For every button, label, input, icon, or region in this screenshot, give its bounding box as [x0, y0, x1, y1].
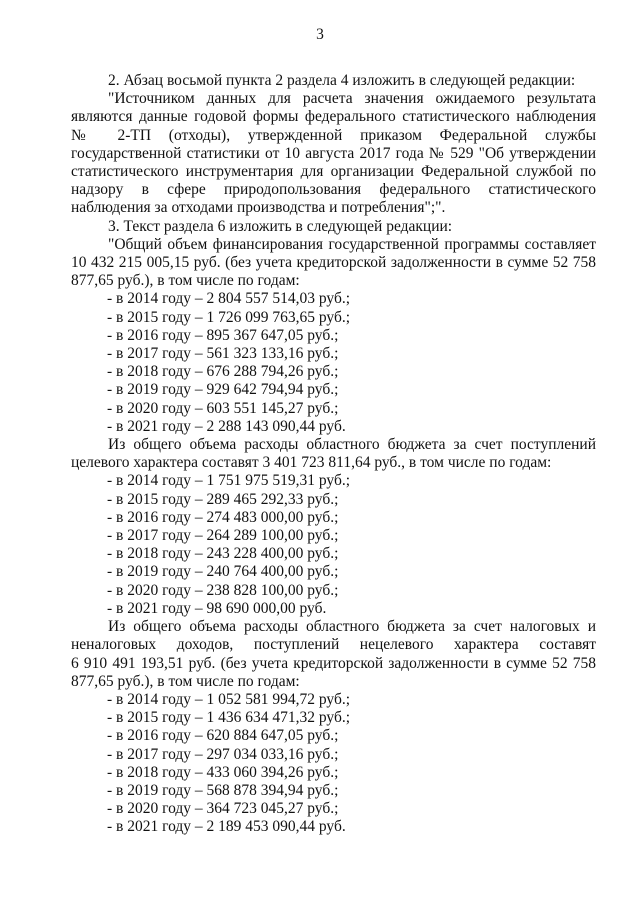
- list-item: - в 2019 году – 929 642 794,94 руб.;: [107, 381, 339, 399]
- list-item: - в 2019 году – 240 764 400,00 руб.;: [107, 563, 339, 581]
- list-item: - в 2020 году – 603 551 145,27 руб.;: [107, 399, 339, 417]
- list-item: - в 2016 году – 895 367 647,05 руб.;: [107, 326, 339, 344]
- tax-by-year-list: [71, 691, 596, 837]
- total-by-year-list: [71, 290, 596, 436]
- page-number: 3: [316, 26, 324, 43]
- item-3-heading: 3. Текст раздела 6 изложить в следующей редакции:: [108, 217, 453, 235]
- list-item: - в 2021 году – 2 189 453 090,44 руб.: [107, 818, 346, 836]
- total-financing-intro: "Общий объем финансирования государственной программы составляет 10 432 215 005,15 руб. (без учета кредиторской задолженности в сумме 52 758 877,65 руб.), в том числе по годам:: [71, 235, 596, 290]
- list-item: - в 2018 году – 676 288 794,26 руб.;: [107, 363, 339, 381]
- list-item: - в 2018 году – 243 228 400,00 руб.;: [107, 545, 339, 563]
- list-item: - в 2016 году – 274 483 000,00 руб.;: [107, 508, 339, 526]
- list-item: - в 2014 году – 2 804 557 514,03 руб.;: [107, 290, 351, 308]
- list-item: - в 2018 году – 433 060 394,26 руб.;: [107, 763, 339, 781]
- list-item: - в 2017 году – 297 034 033,16 руб.;: [107, 745, 339, 763]
- list-item: - в 2015 году – 1 436 634 471,32 руб.;: [107, 709, 351, 727]
- list-item: - в 2020 году – 238 828 100,00 руб.;: [107, 581, 339, 599]
- list-item: - в 2019 году – 568 878 394,94 руб.;: [107, 781, 339, 799]
- list-item: - в 2014 году – 1 052 581 994,72 руб.;: [107, 690, 351, 708]
- list-item: - в 2015 году – 289 465 292,33 руб.;: [107, 490, 339, 508]
- item-2-heading: 2. Абзац восьмой пункта 2 раздела 4 изложить в следующей редакции:: [108, 72, 576, 89]
- list-item: - в 2017 году – 264 289 100,00 руб.;: [107, 527, 339, 545]
- tax-funds-intro-line-3: 6 910 491 193,51 руб. (без учета кредиторской задолженности в сумме 52 758 877,65 руб.), в том числе по годам:: [71, 654, 596, 690]
- targeted-by-year-list: [71, 472, 596, 618]
- list-item: - в 2015 году – 1 726 099 763,65 руб.;: [107, 308, 351, 326]
- targeted-funds-intro: Из общего объема расходы областного бюджета за счет поступлений целевого характера составят 3 401 723 811,64 руб., в том числе по годам:: [71, 436, 596, 472]
- tax-funds-intro-line-2: неналоговых доходов, поступлений нецелевого характера составят: [71, 636, 596, 654]
- tax-funds-intro-line-1: Из общего объема расходы областного бюджета за счет налоговых и: [108, 618, 596, 636]
- item-2-quote: "Источником данных для расчета значения ожидаемого результата являются данные годовой формы федерального статистического наблюдения № 2-ТП (отходы), утвержденной приказом Федеральной службы государственной статистики от 10 августа 2017 года № 529 "Об утверждении статистического инструментария для организации Федеральной службой по надзору в сфере природопользования федерального статистического наблюдения за отходами производства и потребления";".: [71, 90, 596, 217]
- list-item: - в 2021 году – 2 288 143 090,44 руб.: [107, 417, 346, 435]
- list-item: - в 2016 году – 620 884 647,05 руб.;: [107, 727, 339, 745]
- list-item: - в 2014 году – 1 751 975 519,31 руб.;: [107, 472, 351, 490]
- document-body: [71, 72, 596, 837]
- list-item: - в 2021 году – 98 690 000,00 руб.: [107, 599, 327, 617]
- list-item: - в 2020 году – 364 723 045,27 руб.;: [107, 800, 339, 818]
- list-item: - в 2017 году – 561 323 133,16 руб.;: [107, 345, 339, 363]
